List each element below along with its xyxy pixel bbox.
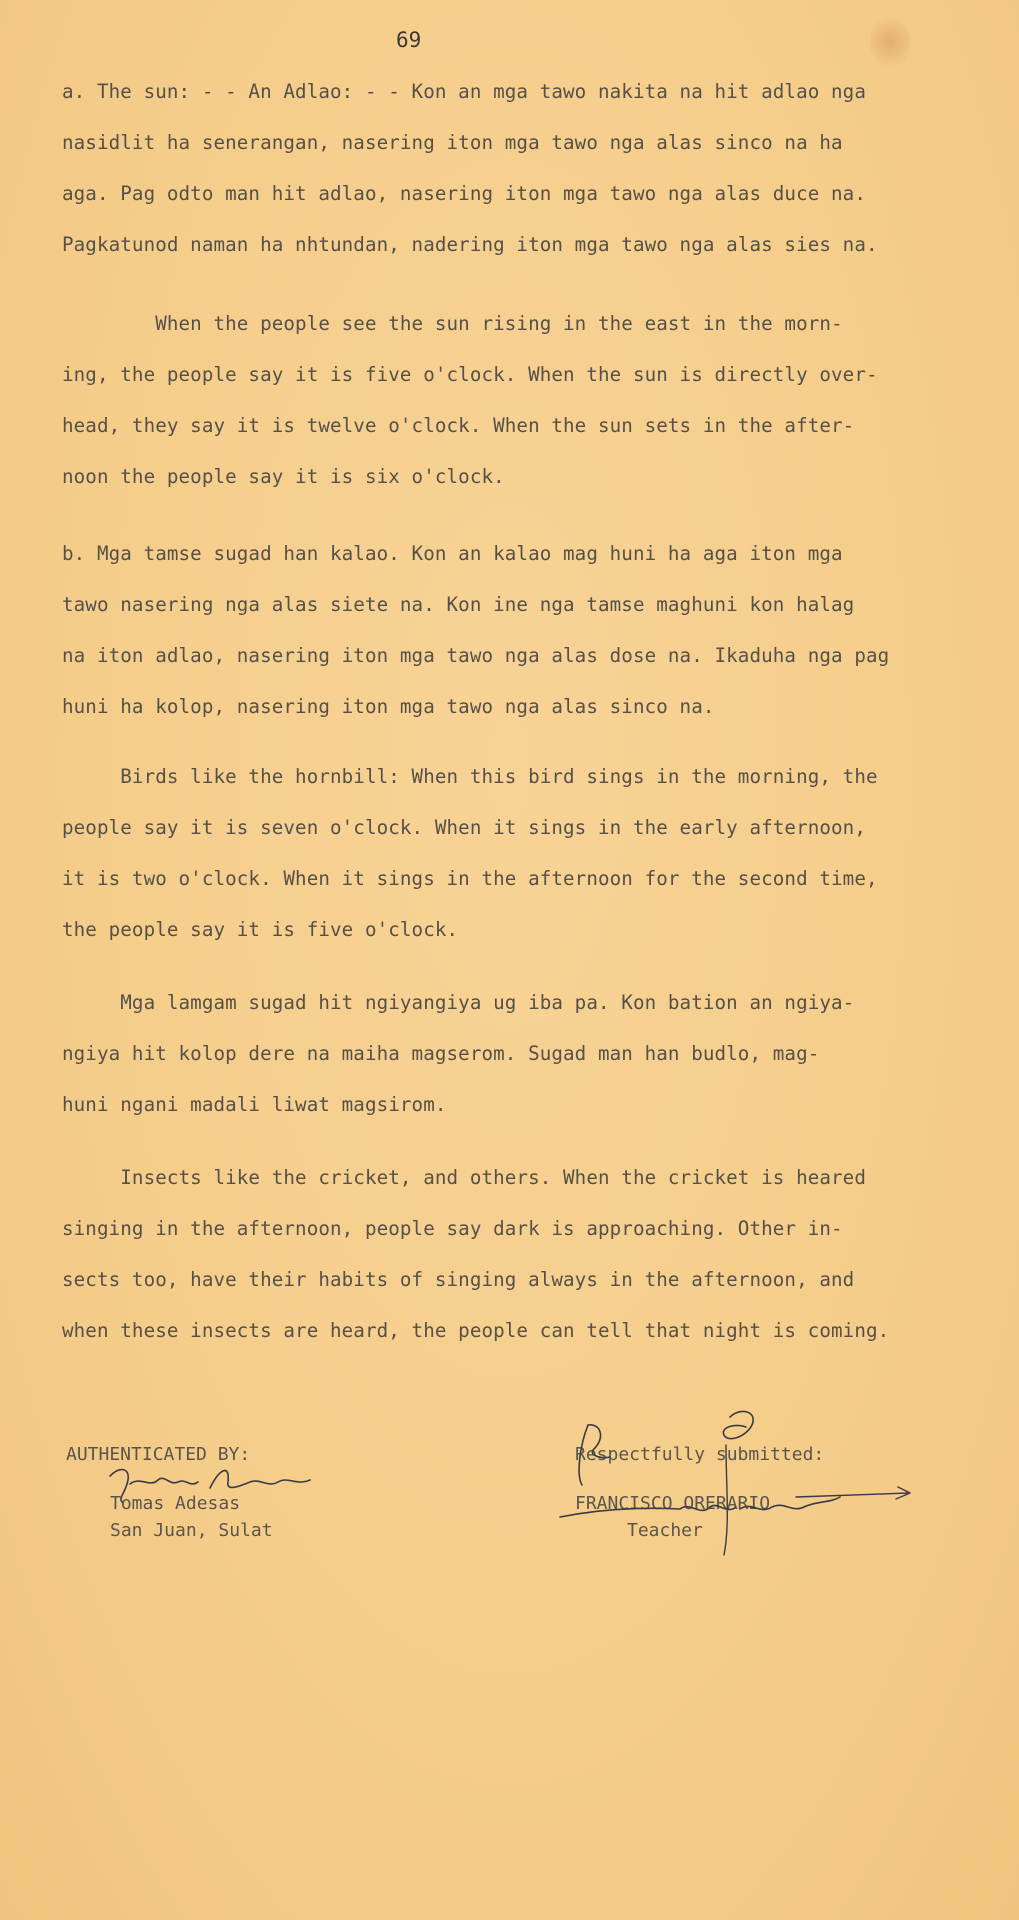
text-line: the people say it is five o'clock. <box>62 918 459 941</box>
text-line: nasidlit ha senerangan, nasering iton mga tawo nga alas sinco na ha <box>62 131 843 154</box>
text-line: b. Mga tamse sugad han kalao. Kon an kalao mag huni ha aga iton mga <box>62 542 843 565</box>
text-line: huni ngani madali liwat magsirom. <box>62 1093 447 1116</box>
text-line: When the people see the sun rising in the east in the morn- <box>62 312 843 335</box>
text-line: head, they say it is twelve o'clock. When the sun sets in the after- <box>62 414 855 437</box>
text-line: ngiya hit kolop dere na maiha magserom. Sugad man han budlo, mag- <box>62 1042 820 1065</box>
text-line: Insects like the cricket, and others. When the cricket is heared <box>62 1166 866 1189</box>
authenticator-place: San Juan, Sulat <box>110 1520 273 1541</box>
text-line: Mga lamgam sugad hit ngiyangiya ug iba pa. Kon bation an ngiya- <box>62 991 855 1014</box>
text-line: a. The sun: - - An Adlao: - - Kon an mga tawo nakita na hit adlao nga <box>62 80 866 103</box>
section-c-native-paragraph <box>62 977 997 1130</box>
text-line: noon the people say it is six o'clock. <box>62 465 505 488</box>
paper-stain <box>870 12 910 72</box>
text-line: singing in the afternoon, people say dark is approaching. Other in- <box>62 1217 843 1240</box>
handwritten-signature-left <box>100 1458 340 1508</box>
page-number: 69 <box>396 28 422 52</box>
text-line: aga. Pag odto man hit adlao, nasering iton mga tawo nga alas duce na. <box>62 182 866 205</box>
handwritten-signature-right <box>540 1405 960 1565</box>
text-line: Pagkatunod naman ha nhtundan, nadering iton mga tawo nga alas sies na. <box>62 233 878 256</box>
section-b-native-paragraph <box>62 528 997 732</box>
submitter-title: Teacher <box>627 1520 703 1541</box>
section-a-english-paragraph <box>62 298 997 502</box>
section-b-english-paragraph <box>62 751 997 955</box>
text-line: na iton adlao, nasering iton mga tawo nga alas dose na. Ikaduha nga pag <box>62 644 890 667</box>
section-a-native-paragraph <box>62 66 997 270</box>
authentication-heading: AUTHENTICATED BY: <box>66 1444 251 1465</box>
text-line: it is two o'clock. When it sings in the afternoon for the second time, <box>62 867 878 890</box>
text-line: Birds like the hornbill: When this bird sings in the morning, the <box>62 765 878 788</box>
text-line: when these insects are heard, the people can tell that night is coming. <box>62 1319 890 1342</box>
text-line: ing, the people say it is five o'clock. When the sun is directly over- <box>62 363 878 386</box>
text-line: people say it is seven o'clock. When it sings in the early afternoon, <box>62 816 866 839</box>
submission-heading: Respectfully submitted: <box>575 1444 825 1465</box>
authenticator-name: Tomas Adesas <box>110 1493 241 1514</box>
submitter-name: FRANCISCO ORERARIO <box>575 1493 771 1514</box>
text-line: tawo nasering nga alas siete na. Kon ine nga tamse maghuni kon halag <box>62 593 855 616</box>
text-line: huni ha kolop, nasering iton mga tawo nga alas sinco na. <box>62 695 715 718</box>
section-c-english-paragraph <box>62 1152 997 1356</box>
text-line: sects too, have their habits of singing always in the afternoon, and <box>62 1268 855 1291</box>
